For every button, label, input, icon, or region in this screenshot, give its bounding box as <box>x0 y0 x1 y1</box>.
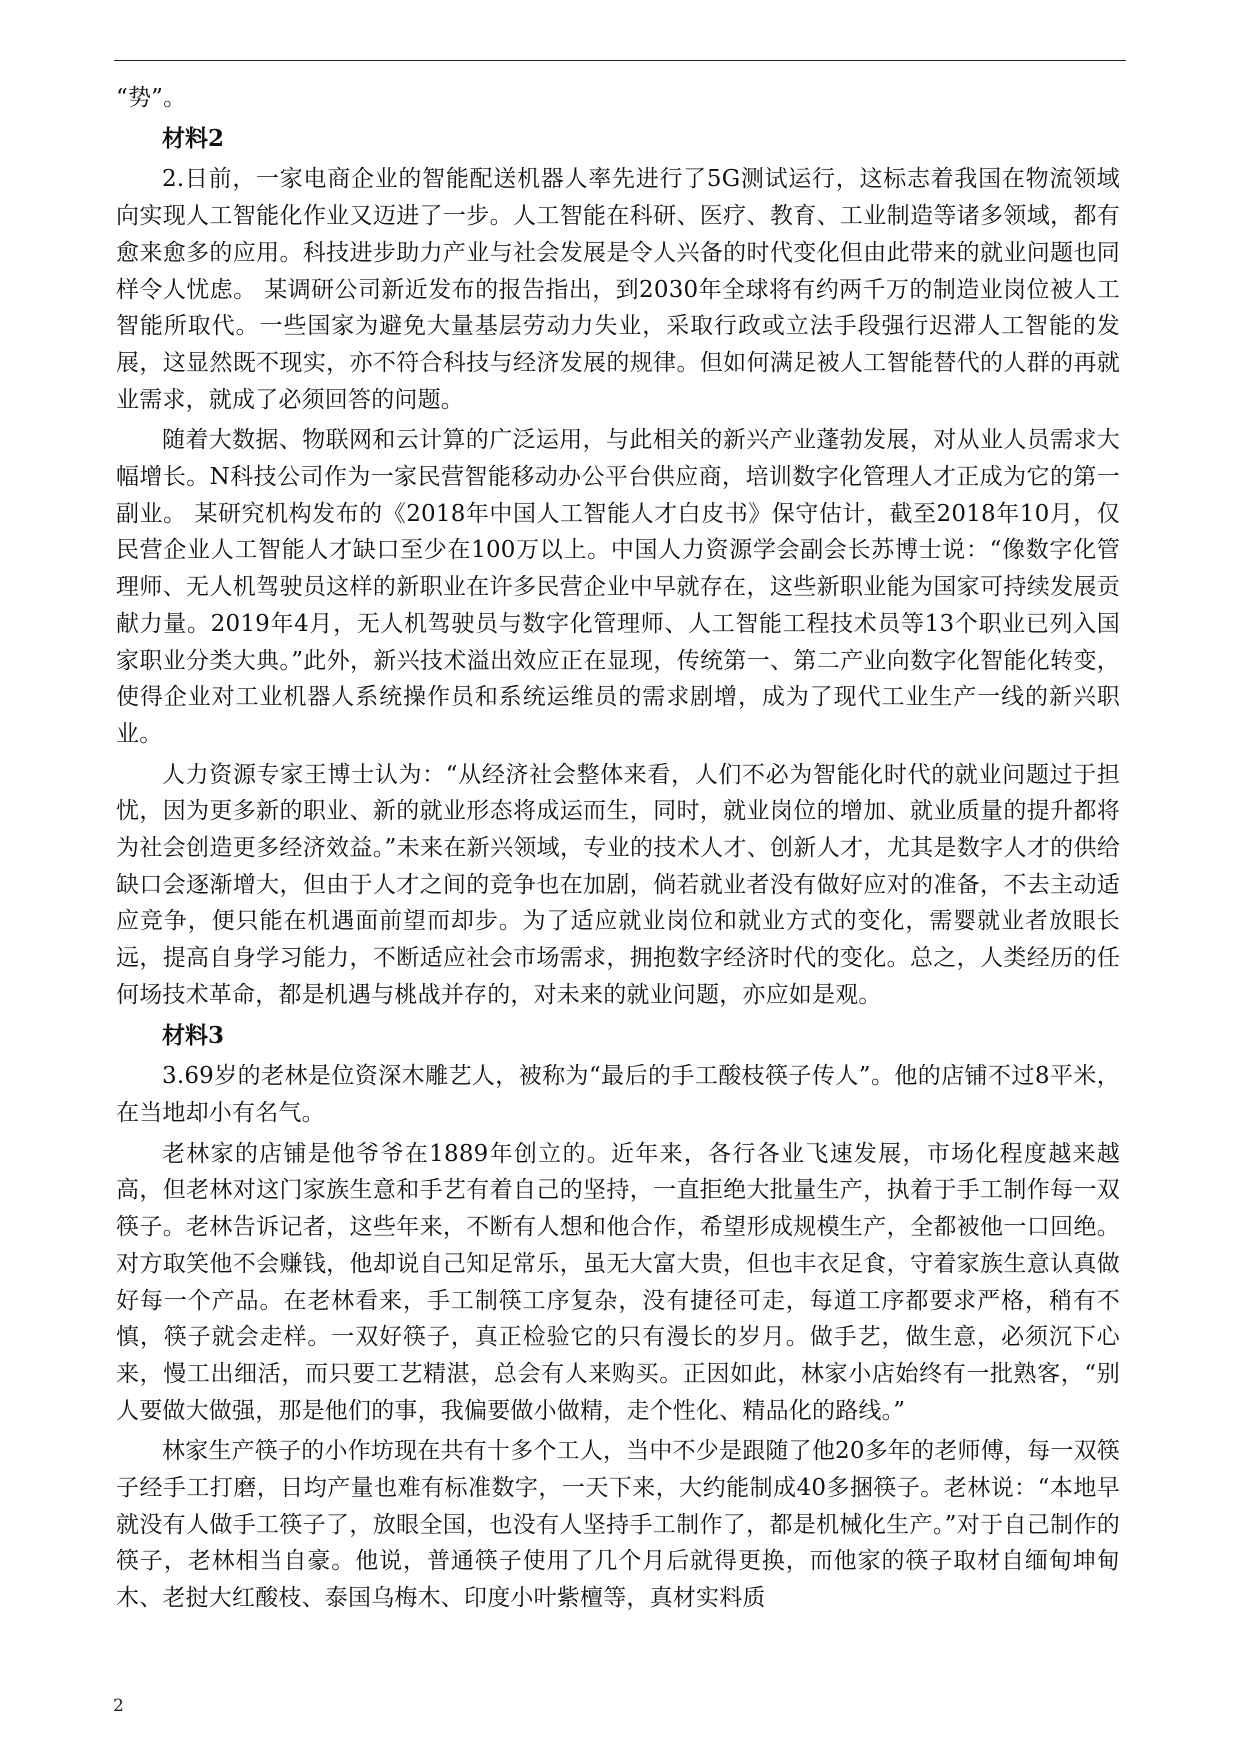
paragraph-continuation: “势”。 <box>116 85 187 111</box>
paragraph-workshop: 林家生产筷子的小作坊现在共有十多个工人，当中不少是跟随了他20多年的老师傅，每一双筷子经手工打磨，日均产量也难有标准数字，一天下来，大约能制成40多捆筷子。老林说：“本地早就没有人做手工筷子了，放眼全国，也没有人坚持手工制作了，都是机械化生产。”对于自己制作的筷子，老林相当自豪。他说，普通筷子使用了几个月后就得更换，而他家的筷子取材自缅甸坤甸木、老挝大红酸枝、泰国乌梅木、印度小叶紫檀等，真材实料质 <box>116 1438 1120 1612</box>
document-body <box>116 80 1120 1621</box>
paragraph-hr-expert: 人力资源专家王博士认为：“从经济社会整体来看，人们不必为智能化时代的就业问题过于担忧，因为更多新的职业、新的就业形态将成运而生，同时，就业岗位的增加、就业质量的提升都将为社会创造更多经济效益。”未来在新兴领域，专业的技术人才、创新人才，尤其是数字人才的供给缺口会逐渐增大，但由于人才之间的竞争也在加剧，倘若就业者没有做好应对的准备，不去主动适应竞争，便只能在机遇面前望而却步。为了适应就业岗位和就业方式的变化，需婴就业者放眼长远，提高自身学习能力，不断适应社会市场需求，拥抱数字经济时代的变化。总之，人类经历的任何场技术革命，都是机遇与桃战并存的，对未来的就业问题，亦应如是观。 <box>116 761 1120 1008</box>
header-rule <box>114 60 1126 61</box>
paragraph-ai-delivery-robot: 2.日前，一家电商企业的智能配送机器人率先进行了5G测试运行，这标志着我国在物流领域向实现人工智能化作业又迈进了一步。人工智能在科研、医疗、教育、工业制造等诸多领域，都有愈来愈多的应用。科技进步助力产业与社会发展是令人兴备的时代变化但由此带来的就业问题也同样令人忧虑。 某调研公司新近发布的报告指出，到2030年全球将有约两千万的制造业岗位被人工智能所取代。一些国家为避免大量基层劳动力失业，采取行政或立法手段强行迟滞人工智能的发展，这显然既不现实，亦不符合科技与经济发展的规律。但如何满足被人工智能替代的人群的再就业需求，就成了必须回答的问题。 <box>116 166 1120 413</box>
paragraph-lao-lin-intro: 3.69岁的老林是位资深木雕艺人，被称为“最后的手工酸枝筷子传人”。他的店铺不过8平米，在当地却小有名气。 <box>116 1063 1120 1126</box>
section-heading-material-2: 材料2 <box>162 124 225 152</box>
section-heading-material-3: 材料3 <box>162 1021 225 1049</box>
paragraph-new-industries: 随着大数据、物联网和云计算的广泛运用，与此相关的新兴产业蓬勃发展，对从业人员需求大幅增长。N科技公司作为一家民营智能移动办公平台供应商，培训数字化管理人才正成为它的第一副业。 某研究机构发布的《2018年中国人工智能人才白皮书》保守估计，截至2018年10月，仅民营企业人工智能人才缺口至少在100万以上。中国人力资源学会副会长苏博士说：“像数字化管理师、无人机驾驶员这样的新职业在许多民营企业中早就存在，这些新职业能为国家可持续发展贡献力量。2019年4月，无人机驾驶员与数字化管理师、人工智能工程技术员等13个职业已列入国家职业分类大典。”此外，新兴技术溢出效应正在显现，传统第一、第二产业向数字化智能化转变，使得企业对工业机器人系统操作员和系统运维员的需求剧增，成为了现代工业生产一线的新兴职业。 <box>116 427 1120 747</box>
page-number: 2 <box>113 1696 124 1716</box>
paragraph-family-shop: 老林家的店铺是他爷爷在1889年创立的。近年来，各行各业飞速发展，市场化程度越来越高，但老林对这门家族生意和手艺有着自己的坚持，一直拒绝大批量生产，执着于手工制作每一双筷子。老林告诉记者，这些年来，不断有人想和他合作，希望形成规模生产，全都被他一口回绝。对方取笑他不会赚钱，他却说自己知足常乐，虽无大富大贵，但也丰衣足食，守着家族生意认真做好每一个产品。在老林看来，手工制筷工序复杂，没有捷径可走，每道工序都要求严格，稍有不慎，筷子就会走样。一双好筷子，真正检验它的只有漫长的岁月。做手艺，做生意，必须沉下心来，慢工出细活，而只要工艺精湛，总会有人来购买。正因如此，林家小店始终有一批熟客，“别人要做大做强，那是他们的事，我偏要做小做精，走个性化、精品化的路线。” <box>116 1140 1120 1424</box>
